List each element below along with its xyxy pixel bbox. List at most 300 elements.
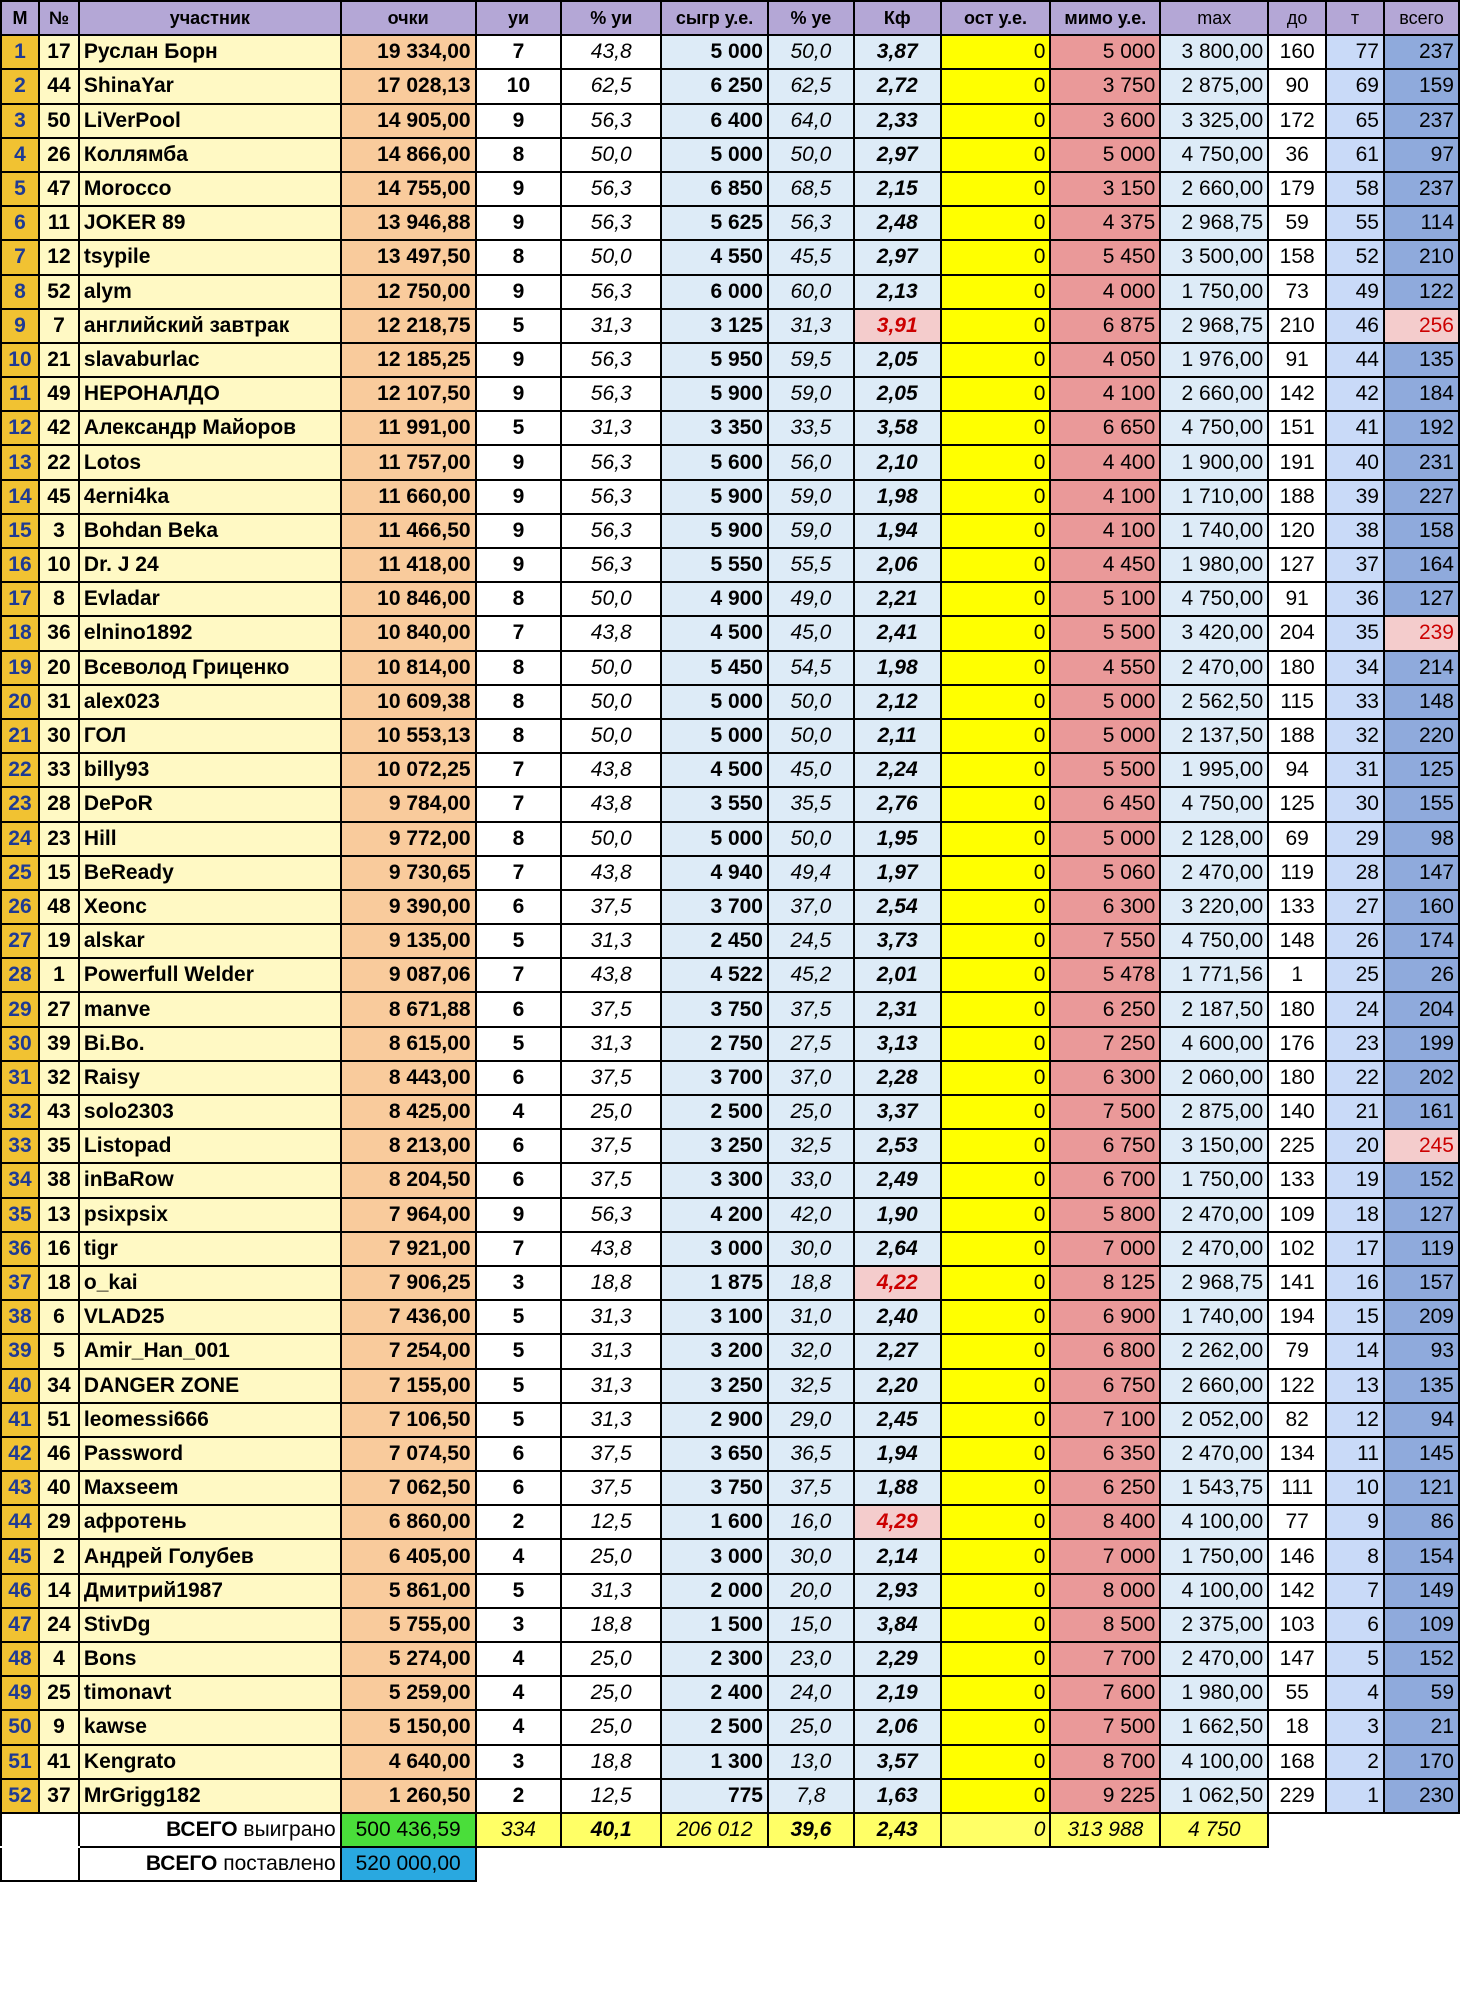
ui-cell[interactable]: 4 [476, 1710, 562, 1744]
total-cell[interactable]: 59 [1384, 1676, 1459, 1710]
points-cell[interactable]: 6 405,00 [341, 1539, 476, 1573]
ue-percent-cell[interactable]: 25,0 [768, 1710, 854, 1744]
number-cell[interactable]: 32 [39, 1061, 79, 1095]
do-cell[interactable]: 82 [1268, 1403, 1326, 1437]
total-cell[interactable]: 256 [1384, 309, 1459, 343]
missed-ue-cell[interactable]: 5 000 [1050, 35, 1160, 69]
number-cell[interactable]: 50 [39, 104, 79, 138]
missed-ue-cell[interactable]: 6 750 [1050, 1129, 1160, 1163]
ui-cell[interactable]: 4 [476, 1539, 562, 1573]
kf-cell[interactable]: 1,90 [854, 1198, 941, 1232]
t-cell[interactable]: 15 [1326, 1300, 1384, 1334]
table-row[interactable] [1, 1198, 1459, 1232]
total-cell[interactable]: 227 [1384, 480, 1459, 514]
do-cell[interactable]: 111 [1268, 1471, 1326, 1505]
ui-cell[interactable]: 5 [476, 924, 562, 958]
points-cell[interactable]: 7 254,00 [341, 1334, 476, 1368]
points-cell[interactable]: 5 755,00 [341, 1608, 476, 1642]
do-cell[interactable]: 204 [1268, 616, 1326, 650]
rank-cell[interactable]: 5 [1, 172, 39, 206]
participant-cell[interactable]: o_kai [79, 1266, 341, 1300]
total-cell[interactable]: 161 [1384, 1095, 1459, 1129]
total-cell[interactable]: 152 [1384, 1163, 1459, 1197]
ui-percent-cell[interactable]: 31,3 [561, 1574, 661, 1608]
missed-ue-cell[interactable]: 4 050 [1050, 343, 1160, 377]
t-cell[interactable]: 27 [1326, 890, 1384, 924]
do-cell[interactable]: 194 [1268, 1300, 1326, 1334]
remaining-ue-cell[interactable]: 0 [941, 890, 1051, 924]
kf-cell[interactable]: 4,29 [854, 1505, 941, 1539]
t-cell[interactable]: 30 [1326, 787, 1384, 821]
t-cell[interactable]: 37 [1326, 548, 1384, 582]
kf-cell[interactable]: 2,13 [854, 275, 941, 309]
kf-cell[interactable]: 3,58 [854, 411, 941, 445]
table-row[interactable] [1, 206, 1459, 240]
played-ue-cell[interactable]: 6 400 [661, 104, 768, 138]
t-cell[interactable]: 28 [1326, 856, 1384, 890]
points-cell[interactable]: 9 772,00 [341, 822, 476, 856]
max-cell[interactable]: 1 543,75 [1160, 1471, 1268, 1505]
kf-cell[interactable]: 4,22 [854, 1266, 941, 1300]
missed-ue-cell[interactable]: 4 450 [1050, 548, 1160, 582]
total-cell[interactable]: 209 [1384, 1300, 1459, 1334]
missed-ue-cell[interactable]: 7 000 [1050, 1232, 1160, 1266]
t-cell[interactable]: 65 [1326, 104, 1384, 138]
t-cell[interactable]: 12 [1326, 1403, 1384, 1437]
participant-cell[interactable]: Xeonc [79, 890, 341, 924]
ui-cell[interactable]: 3 [476, 1745, 562, 1779]
t-cell[interactable]: 36 [1326, 582, 1384, 616]
rank-cell[interactable]: 7 [1, 240, 39, 274]
number-cell[interactable]: 36 [39, 616, 79, 650]
participant-cell[interactable]: elnino1892 [79, 616, 341, 650]
rank-cell[interactable]: 16 [1, 548, 39, 582]
t-cell[interactable]: 18 [1326, 1198, 1384, 1232]
max-cell[interactable]: 2 137,50 [1160, 719, 1268, 753]
participant-cell[interactable]: alex023 [79, 685, 341, 719]
participant-cell[interactable]: BeReady [79, 856, 341, 890]
missed-ue-cell[interactable]: 4 100 [1050, 514, 1160, 548]
t-cell[interactable]: 32 [1326, 719, 1384, 753]
participant-cell[interactable]: Коллямба [79, 138, 341, 172]
rank-cell[interactable]: 44 [1, 1505, 39, 1539]
rank-cell[interactable]: 41 [1, 1403, 39, 1437]
ui-cell[interactable]: 5 [476, 411, 562, 445]
missed-ue-cell[interactable]: 5 000 [1050, 138, 1160, 172]
total-cell[interactable]: 192 [1384, 411, 1459, 445]
number-cell[interactable]: 43 [39, 1095, 79, 1129]
table-row[interactable] [1, 275, 1459, 309]
do-cell[interactable]: 94 [1268, 753, 1326, 787]
kf-cell[interactable]: 1,98 [854, 480, 941, 514]
total-cell[interactable]: 152 [1384, 1642, 1459, 1676]
kf-cell[interactable]: 2,40 [854, 1300, 941, 1334]
remaining-ue-cell[interactable]: 0 [941, 548, 1051, 582]
rank-cell[interactable]: 34 [1, 1163, 39, 1197]
ui-percent-cell[interactable]: 43,8 [561, 787, 661, 821]
played-ue-cell[interactable]: 3 700 [661, 890, 768, 924]
total-cell[interactable]: 199 [1384, 1027, 1459, 1061]
col-header-kf[interactable]: Кф [854, 1, 941, 35]
participant-cell[interactable]: slavaburlac [79, 343, 341, 377]
kf-cell[interactable]: 2,01 [854, 958, 941, 992]
played-ue-cell[interactable]: 5 000 [661, 719, 768, 753]
kf-cell[interactable]: 2,10 [854, 445, 941, 479]
played-ue-cell[interactable]: 3 125 [661, 309, 768, 343]
points-cell[interactable]: 7 074,50 [341, 1437, 476, 1471]
total-cell[interactable]: 231 [1384, 445, 1459, 479]
total-cell[interactable]: 214 [1384, 651, 1459, 685]
points-cell[interactable]: 11 757,00 [341, 445, 476, 479]
ui-cell[interactable]: 6 [476, 992, 562, 1026]
col-header-ue-percent[interactable]: % уе [768, 1, 854, 35]
played-ue-cell[interactable]: 1 500 [661, 1608, 768, 1642]
participant-cell[interactable]: manve [79, 992, 341, 1026]
do-cell[interactable]: 91 [1268, 343, 1326, 377]
kf-cell[interactable]: 2,05 [854, 377, 941, 411]
missed-ue-cell[interactable]: 7 600 [1050, 1676, 1160, 1710]
participant-cell[interactable]: MrGrigg182 [79, 1779, 341, 1813]
played-ue-cell[interactable]: 2 500 [661, 1095, 768, 1129]
number-cell[interactable]: 23 [39, 822, 79, 856]
total-cell[interactable]: 127 [1384, 582, 1459, 616]
table-row[interactable] [1, 1334, 1459, 1368]
t-cell[interactable]: 77 [1326, 35, 1384, 69]
remaining-ue-cell[interactable]: 0 [941, 275, 1051, 309]
points-cell[interactable]: 5 274,00 [341, 1642, 476, 1676]
col-header-total[interactable]: всего [1384, 1, 1459, 35]
kf-cell[interactable]: 2,21 [854, 582, 941, 616]
participant-cell[interactable]: DePoR [79, 787, 341, 821]
remaining-ue-cell[interactable]: 0 [941, 1505, 1051, 1539]
played-ue-cell[interactable]: 2 900 [661, 1403, 768, 1437]
ui-cell[interactable]: 9 [476, 377, 562, 411]
missed-ue-cell[interactable]: 7 500 [1050, 1710, 1160, 1744]
missed-ue-cell[interactable]: 3 750 [1050, 69, 1160, 103]
ui-percent-cell[interactable]: 50,0 [561, 719, 661, 753]
number-cell[interactable]: 1 [39, 958, 79, 992]
ui-percent-cell[interactable]: 50,0 [561, 822, 661, 856]
kf-cell[interactable]: 2,72 [854, 69, 941, 103]
table-row[interactable] [1, 924, 1459, 958]
max-cell[interactable]: 2 875,00 [1160, 69, 1268, 103]
kf-cell[interactable]: 2,64 [854, 1232, 941, 1266]
missed-ue-cell[interactable]: 5 478 [1050, 958, 1160, 992]
rank-cell[interactable]: 32 [1, 1095, 39, 1129]
kf-cell[interactable]: 2,93 [854, 1574, 941, 1608]
participant-cell[interactable]: StivDg [79, 1608, 341, 1642]
number-cell[interactable]: 48 [39, 890, 79, 924]
ue-percent-cell[interactable]: 54,5 [768, 651, 854, 685]
t-cell[interactable]: 35 [1326, 616, 1384, 650]
ue-percent-cell[interactable]: 24,0 [768, 1676, 854, 1710]
ui-percent-cell[interactable]: 62,5 [561, 69, 661, 103]
ue-percent-cell[interactable]: 45,2 [768, 958, 854, 992]
total-cell[interactable]: 114 [1384, 206, 1459, 240]
ui-percent-cell[interactable]: 43,8 [561, 753, 661, 787]
t-cell[interactable]: 16 [1326, 1266, 1384, 1300]
rank-cell[interactable]: 17 [1, 582, 39, 616]
do-cell[interactable]: 142 [1268, 1574, 1326, 1608]
col-header-rank[interactable]: М [1, 1, 39, 35]
missed-ue-cell[interactable]: 4 000 [1050, 275, 1160, 309]
remaining-ue-cell[interactable]: 0 [941, 1232, 1051, 1266]
table-row[interactable] [1, 480, 1459, 514]
rank-cell[interactable]: 50 [1, 1710, 39, 1744]
remaining-ue-cell[interactable]: 0 [941, 445, 1051, 479]
t-cell[interactable]: 58 [1326, 172, 1384, 206]
participant-cell[interactable]: Bohdan Beka [79, 514, 341, 548]
footer-played-ue-total[interactable]: 206 012 [661, 1813, 768, 1847]
do-cell[interactable]: 115 [1268, 685, 1326, 719]
t-cell[interactable]: 20 [1326, 1129, 1384, 1163]
participant-cell[interactable]: Всеволод Гриценко [79, 651, 341, 685]
footer-ui-total[interactable]: 334 [476, 1813, 562, 1847]
ui-cell[interactable]: 9 [476, 343, 562, 377]
total-cell[interactable]: 239 [1384, 616, 1459, 650]
ue-percent-cell[interactable]: 29,0 [768, 1403, 854, 1437]
ui-cell[interactable]: 3 [476, 1608, 562, 1642]
number-cell[interactable]: 41 [39, 1745, 79, 1779]
played-ue-cell[interactable]: 3 300 [661, 1163, 768, 1197]
kf-cell[interactable]: 2,15 [854, 172, 941, 206]
rank-cell[interactable]: 4 [1, 138, 39, 172]
missed-ue-cell[interactable]: 5 800 [1050, 1198, 1160, 1232]
max-cell[interactable]: 3 420,00 [1160, 616, 1268, 650]
missed-ue-cell[interactable]: 4 550 [1050, 651, 1160, 685]
ui-cell[interactable]: 6 [476, 1471, 562, 1505]
missed-ue-cell[interactable]: 8 125 [1050, 1266, 1160, 1300]
ui-percent-cell[interactable]: 31,3 [561, 411, 661, 445]
rank-cell[interactable]: 1 [1, 35, 39, 69]
number-cell[interactable]: 6 [39, 1300, 79, 1334]
ue-percent-cell[interactable]: 50,0 [768, 138, 854, 172]
points-cell[interactable]: 10 840,00 [341, 616, 476, 650]
played-ue-cell[interactable]: 4 940 [661, 856, 768, 890]
ue-percent-cell[interactable]: 35,5 [768, 787, 854, 821]
max-cell[interactable]: 1 980,00 [1160, 1676, 1268, 1710]
rank-cell[interactable]: 25 [1, 856, 39, 890]
do-cell[interactable]: 133 [1268, 890, 1326, 924]
do-cell[interactable]: 147 [1268, 1642, 1326, 1676]
ue-percent-cell[interactable]: 31,0 [768, 1300, 854, 1334]
missed-ue-cell[interactable]: 6 350 [1050, 1437, 1160, 1471]
t-cell[interactable]: 33 [1326, 685, 1384, 719]
ui-percent-cell[interactable]: 31,3 [561, 1403, 661, 1437]
number-cell[interactable]: 28 [39, 787, 79, 821]
ui-cell[interactable]: 6 [476, 1129, 562, 1163]
ui-cell[interactable]: 9 [476, 1198, 562, 1232]
total-cell[interactable]: 202 [1384, 1061, 1459, 1095]
table-row[interactable] [1, 958, 1459, 992]
remaining-ue-cell[interactable]: 0 [941, 172, 1051, 206]
total-cell[interactable]: 86 [1384, 1505, 1459, 1539]
number-cell[interactable]: 33 [39, 753, 79, 787]
max-cell[interactable]: 1 740,00 [1160, 514, 1268, 548]
points-cell[interactable]: 8 443,00 [341, 1061, 476, 1095]
max-cell[interactable]: 2 052,00 [1160, 1403, 1268, 1437]
ue-percent-cell[interactable]: 42,0 [768, 1198, 854, 1232]
kf-cell[interactable]: 2,27 [854, 1334, 941, 1368]
ui-percent-cell[interactable]: 12,5 [561, 1505, 661, 1539]
points-cell[interactable]: 11 991,00 [341, 411, 476, 445]
number-cell[interactable]: 16 [39, 1232, 79, 1266]
played-ue-cell[interactable]: 3 000 [661, 1539, 768, 1573]
rank-cell[interactable]: 33 [1, 1129, 39, 1163]
ui-cell[interactable]: 10 [476, 69, 562, 103]
ue-percent-cell[interactable]: 32,5 [768, 1369, 854, 1403]
missed-ue-cell[interactable]: 5 000 [1050, 685, 1160, 719]
t-cell[interactable]: 44 [1326, 343, 1384, 377]
max-cell[interactable]: 1 750,00 [1160, 1163, 1268, 1197]
do-cell[interactable]: 168 [1268, 1745, 1326, 1779]
t-cell[interactable]: 39 [1326, 480, 1384, 514]
number-cell[interactable]: 19 [39, 924, 79, 958]
participant-cell[interactable]: Maxseem [79, 1471, 341, 1505]
t-cell[interactable]: 17 [1326, 1232, 1384, 1266]
participant-cell[interactable]: kawse [79, 1710, 341, 1744]
missed-ue-cell[interactable]: 6 800 [1050, 1334, 1160, 1368]
max-cell[interactable]: 1 710,00 [1160, 480, 1268, 514]
t-cell[interactable]: 61 [1326, 138, 1384, 172]
number-cell[interactable]: 4 [39, 1642, 79, 1676]
total-cell[interactable]: 158 [1384, 514, 1459, 548]
ui-cell[interactable]: 9 [476, 445, 562, 479]
max-cell[interactable]: 2 968,75 [1160, 309, 1268, 343]
points-cell[interactable]: 12 185,25 [341, 343, 476, 377]
number-cell[interactable]: 8 [39, 582, 79, 616]
ue-percent-cell[interactable]: 31,3 [768, 309, 854, 343]
played-ue-cell[interactable]: 3 550 [661, 787, 768, 821]
remaining-ue-cell[interactable]: 0 [941, 1027, 1051, 1061]
remaining-ue-cell[interactable]: 0 [941, 856, 1051, 890]
max-cell[interactable]: 2 470,00 [1160, 856, 1268, 890]
col-header-participant[interactable]: участник [79, 1, 341, 35]
total-cell[interactable]: 204 [1384, 992, 1459, 1026]
rank-cell[interactable]: 30 [1, 1027, 39, 1061]
points-cell[interactable]: 7 964,00 [341, 1198, 476, 1232]
missed-ue-cell[interactable]: 4 375 [1050, 206, 1160, 240]
ui-cell[interactable]: 4 [476, 1676, 562, 1710]
max-cell[interactable]: 1 662,50 [1160, 1710, 1268, 1744]
played-ue-cell[interactable]: 3 650 [661, 1437, 768, 1471]
total-cell[interactable]: 135 [1384, 343, 1459, 377]
footer-missed-total[interactable]: 313 988 [1050, 1813, 1160, 1847]
played-ue-cell[interactable]: 1 875 [661, 1266, 768, 1300]
participant-cell[interactable]: Дмитрий1987 [79, 1574, 341, 1608]
table-row[interactable] [1, 1710, 1459, 1744]
kf-cell[interactable]: 3,37 [854, 1095, 941, 1129]
table-row[interactable] [1, 822, 1459, 856]
max-cell[interactable]: 2 660,00 [1160, 1369, 1268, 1403]
do-cell[interactable]: 180 [1268, 651, 1326, 685]
ue-percent-cell[interactable]: 30,0 [768, 1232, 854, 1266]
missed-ue-cell[interactable]: 5 000 [1050, 719, 1160, 753]
ui-percent-cell[interactable]: 43,8 [561, 1232, 661, 1266]
table-row[interactable] [1, 753, 1459, 787]
points-cell[interactable]: 8 204,50 [341, 1163, 476, 1197]
ui-percent-cell[interactable]: 12,5 [561, 1779, 661, 1813]
played-ue-cell[interactable]: 5 900 [661, 480, 768, 514]
participant-cell[interactable]: psixpsix [79, 1198, 341, 1232]
points-cell[interactable]: 7 155,00 [341, 1369, 476, 1403]
missed-ue-cell[interactable]: 9 225 [1050, 1779, 1160, 1813]
table-row[interactable] [1, 1437, 1459, 1471]
footer-staked-value[interactable]: 520 000,00 [341, 1847, 476, 1881]
played-ue-cell[interactable]: 4 500 [661, 753, 768, 787]
number-cell[interactable]: 37 [39, 1779, 79, 1813]
t-cell[interactable]: 69 [1326, 69, 1384, 103]
table-row[interactable] [1, 1129, 1459, 1163]
participant-cell[interactable]: 4erni4ka [79, 480, 341, 514]
points-cell[interactable]: 9 390,00 [341, 890, 476, 924]
do-cell[interactable]: 120 [1268, 514, 1326, 548]
do-cell[interactable]: 188 [1268, 480, 1326, 514]
rank-cell[interactable]: 21 [1, 719, 39, 753]
max-cell[interactable]: 4 750,00 [1160, 924, 1268, 958]
ue-percent-cell[interactable]: 23,0 [768, 1642, 854, 1676]
points-cell[interactable]: 5 861,00 [341, 1574, 476, 1608]
rank-cell[interactable]: 37 [1, 1266, 39, 1300]
total-cell[interactable]: 160 [1384, 890, 1459, 924]
participant-cell[interactable]: Bi.Bo. [79, 1027, 341, 1061]
played-ue-cell[interactable]: 4 550 [661, 240, 768, 274]
rank-cell[interactable]: 40 [1, 1369, 39, 1403]
rank-cell[interactable]: 49 [1, 1676, 39, 1710]
max-cell[interactable]: 2 128,00 [1160, 822, 1268, 856]
kf-cell[interactable]: 1,88 [854, 1471, 941, 1505]
t-cell[interactable]: 42 [1326, 377, 1384, 411]
participant-cell[interactable]: DANGER ZONE [79, 1369, 341, 1403]
points-cell[interactable]: 7 921,00 [341, 1232, 476, 1266]
points-cell[interactable]: 4 640,00 [341, 1745, 476, 1779]
played-ue-cell[interactable]: 4 200 [661, 1198, 768, 1232]
remaining-ue-cell[interactable]: 0 [941, 651, 1051, 685]
t-cell[interactable]: 8 [1326, 1539, 1384, 1573]
ui-cell[interactable]: 4 [476, 1095, 562, 1129]
table-row[interactable] [1, 1608, 1459, 1642]
played-ue-cell[interactable]: 3 250 [661, 1369, 768, 1403]
do-cell[interactable]: 133 [1268, 1163, 1326, 1197]
kf-cell[interactable]: 2,14 [854, 1539, 941, 1573]
rank-cell[interactable]: 12 [1, 411, 39, 445]
table-row[interactable] [1, 1095, 1459, 1129]
remaining-ue-cell[interactable]: 0 [941, 1163, 1051, 1197]
ue-percent-cell[interactable]: 50,0 [768, 35, 854, 69]
rank-cell[interactable]: 24 [1, 822, 39, 856]
rank-cell[interactable]: 48 [1, 1642, 39, 1676]
table-row[interactable] [1, 172, 1459, 206]
participant-cell[interactable]: solo2303 [79, 1095, 341, 1129]
ui-cell[interactable]: 5 [476, 309, 562, 343]
kf-cell[interactable]: 2,19 [854, 1676, 941, 1710]
total-cell[interactable]: 145 [1384, 1437, 1459, 1471]
ue-percent-cell[interactable]: 50,0 [768, 719, 854, 753]
points-cell[interactable]: 8 425,00 [341, 1095, 476, 1129]
ui-cell[interactable]: 6 [476, 890, 562, 924]
col-header-played-ue[interactable]: сыгр у.е. [661, 1, 768, 35]
total-cell[interactable]: 245 [1384, 1129, 1459, 1163]
do-cell[interactable]: 55 [1268, 1676, 1326, 1710]
rank-cell[interactable]: 8 [1, 275, 39, 309]
ui-cell[interactable]: 9 [476, 172, 562, 206]
kf-cell[interactable]: 2,97 [854, 138, 941, 172]
ui-percent-cell[interactable]: 43,8 [561, 35, 661, 69]
rank-cell[interactable]: 47 [1, 1608, 39, 1642]
footer-kf-total[interactable]: 2,43 [854, 1813, 941, 1847]
table-row[interactable] [1, 1505, 1459, 1539]
total-cell[interactable]: 154 [1384, 1539, 1459, 1573]
